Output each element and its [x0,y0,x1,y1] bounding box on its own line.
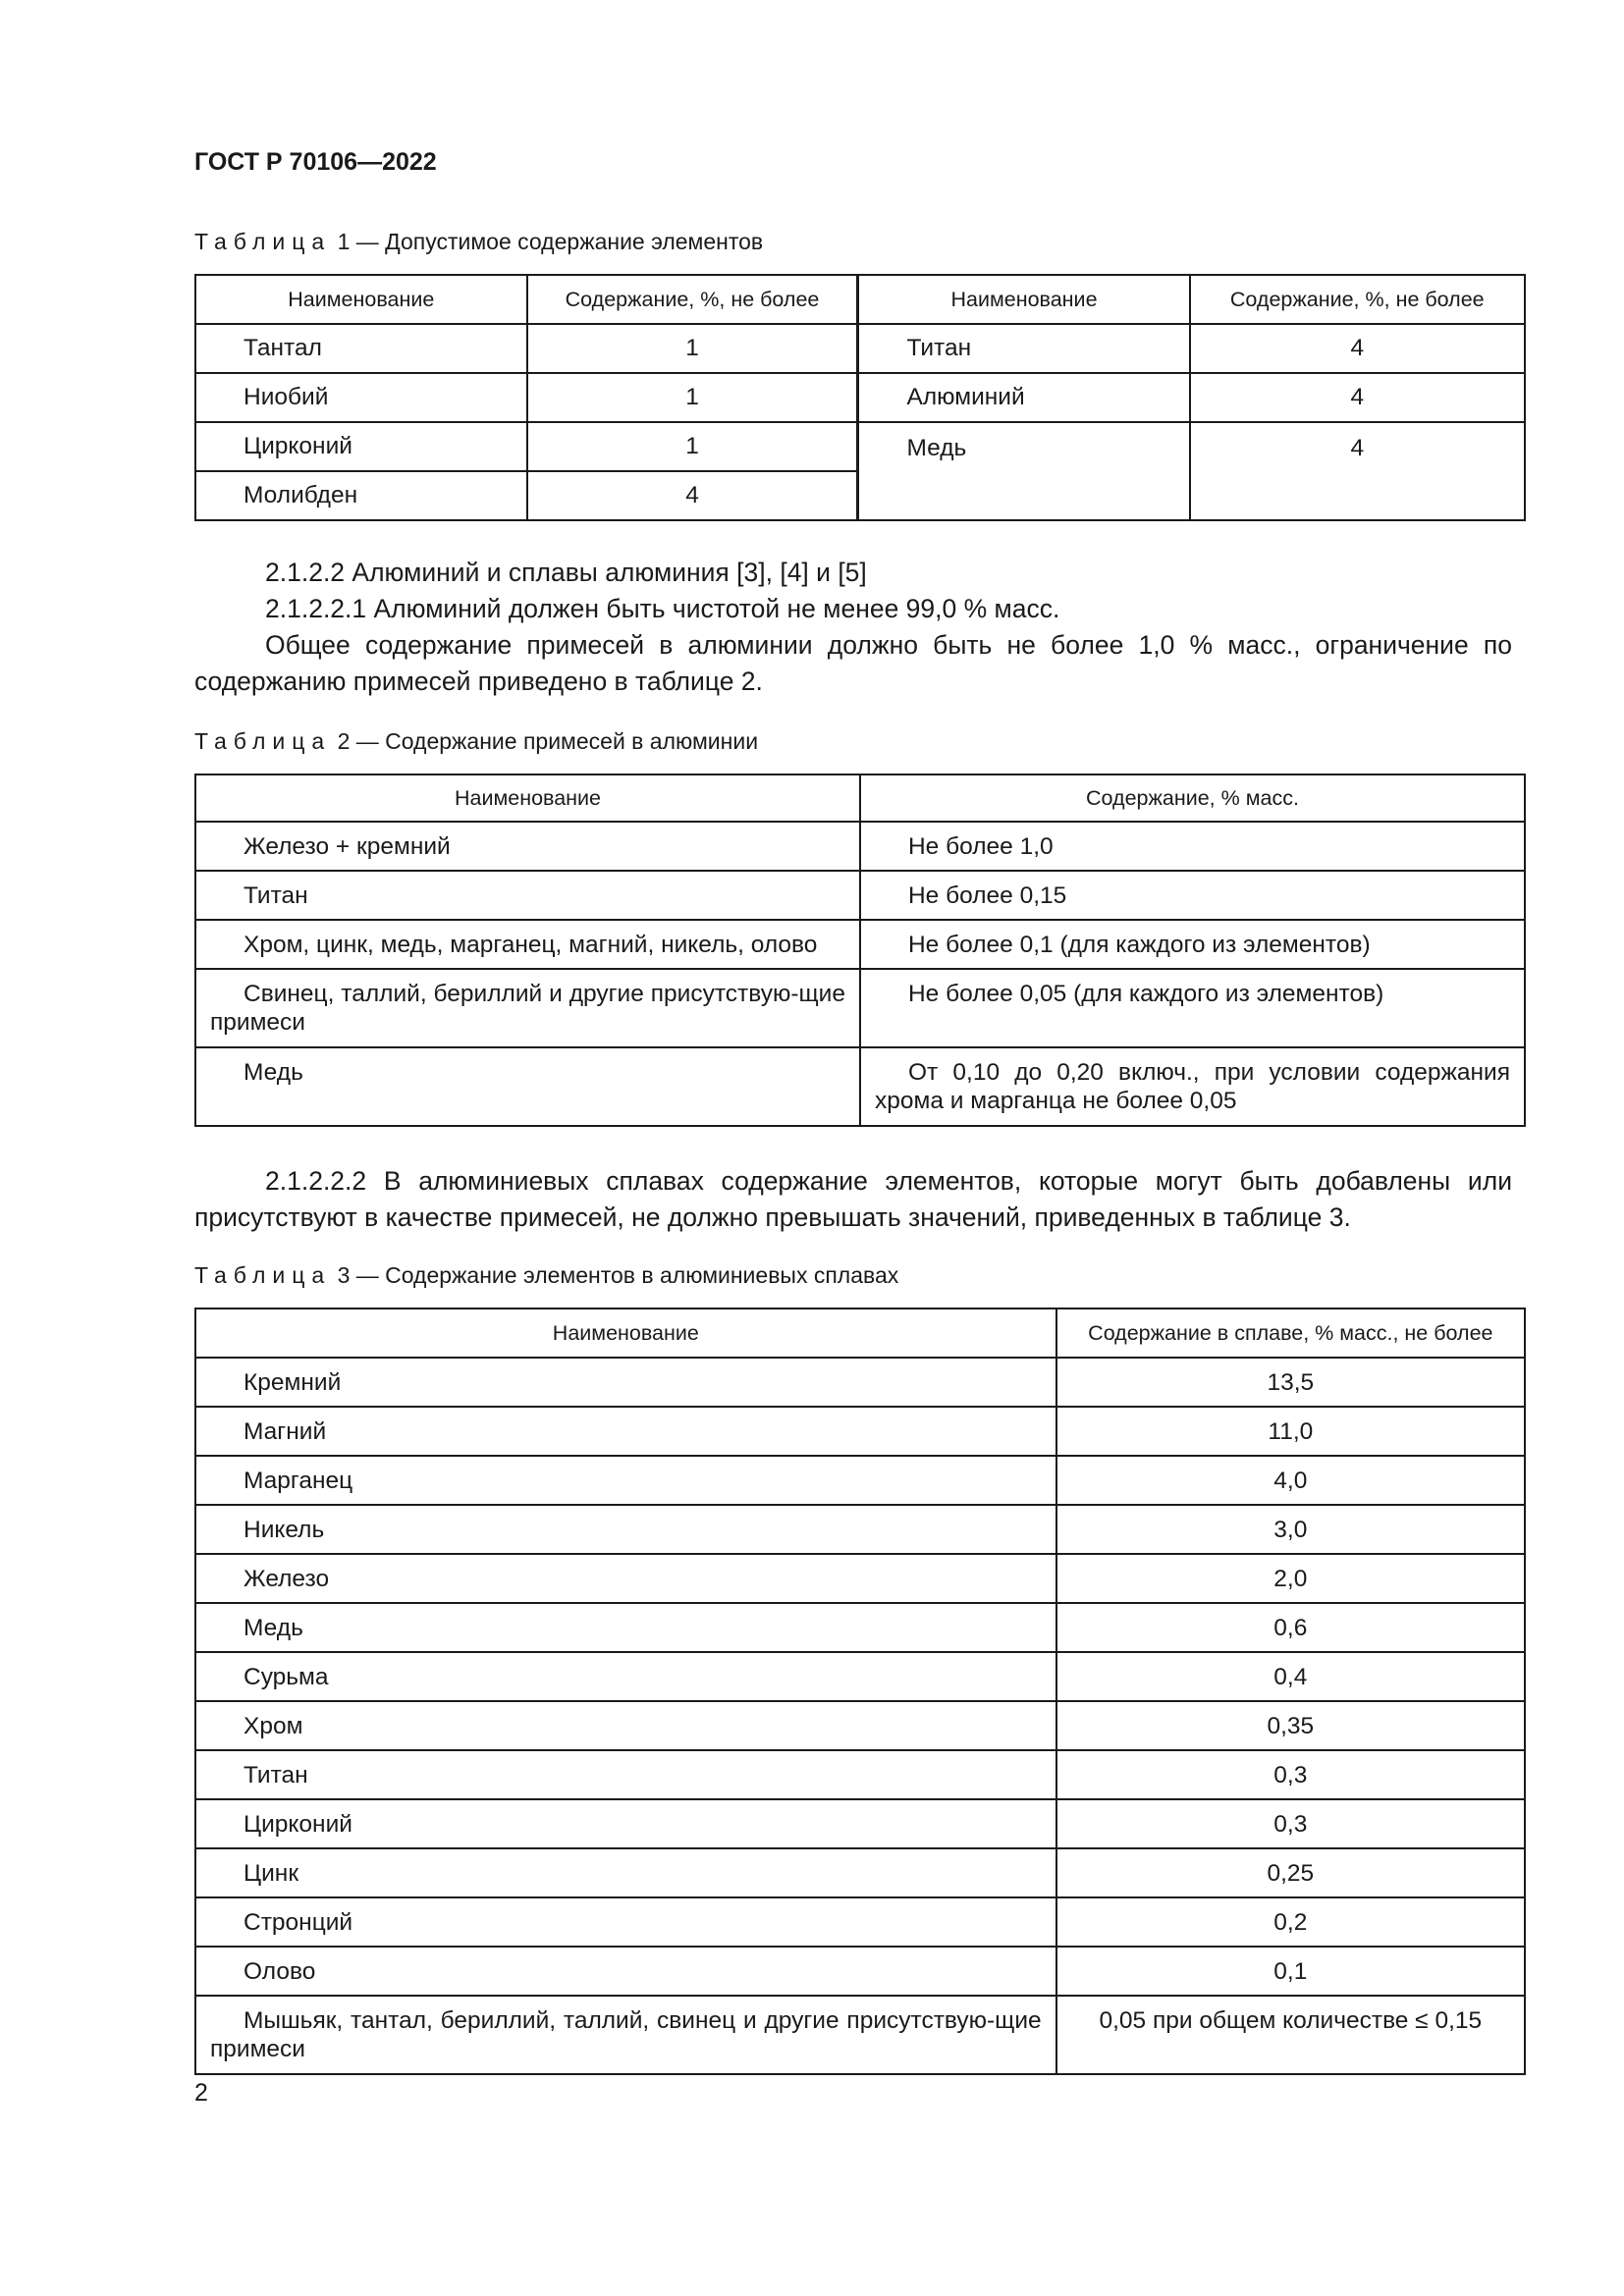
table-row [195,422,1525,471]
alloy-element-value: 0,25 [1056,1848,1525,1897]
impurity-name: Железо + кремний [195,822,860,871]
table-row [195,1047,1525,1126]
alloy-element-name: Хром [195,1701,1056,1750]
table3-caption [194,1262,898,1289]
table-row [195,1897,1525,1947]
alloy-element-value: 0,3 [1056,1799,1525,1848]
table-row [195,1407,1525,1456]
impurity-name: Медь [195,1047,860,1126]
table3-header-row [195,1308,1525,1358]
alloy-element-value: 4,0 [1056,1456,1525,1505]
table-row [195,1947,1525,1996]
table-row [195,1505,1525,1554]
table-row [195,920,1525,969]
table1-caption-text: 1 — Допустимое содержание элементов [337,229,764,254]
section-text-2 [194,1163,1512,1236]
paragraph-purity: 2.1.2.2.1 Алюминий должен быть чистотой не менее 99,0 % масс. [265,594,1060,623]
impurity-value: Не более 0,1 (для каждого из элементов) [860,920,1525,969]
table-row [195,1358,1525,1407]
paragraph-alloys: 2.1.2.2.2 В алюминиевых сплавах содержание элементов, которые могут быть добавлены или присутствуют в качестве примесей, не должно превышать значений, приведенных в таблице 3. [194,1166,1512,1232]
alloy-element-name: Магний [195,1407,1056,1456]
alloy-element-name: Марганец [195,1456,1056,1505]
paragraph-heading: 2.1.2.2 Алюминий и сплавы алюминия [3], [4] и [5] [265,558,867,587]
alloy-element-value: 0,35 [1056,1701,1525,1750]
table2-col-name: Наименование [195,774,860,822]
alloy-element-value: 0,1 [1056,1947,1525,1996]
element-name: Тантал [195,324,527,373]
impurity-value: Не более 1,0 [860,822,1525,871]
impurity-value: Не более 0,15 [860,871,1525,920]
table2 [194,774,1526,1127]
table1-col-name-left: Наименование [195,275,527,324]
element-value: 1 [527,422,858,471]
table-row [195,373,1525,422]
table-row [195,822,1525,871]
table1 [194,274,1526,521]
impurity-value: Не более 0,05 (для каждого из элементов) [860,969,1525,1047]
alloy-element-name: Стронций [195,1897,1056,1947]
table-row [195,1701,1525,1750]
table2-caption [194,728,758,755]
table1-caption-prefix: Таблица [194,229,332,254]
table-row [195,871,1525,920]
alloy-element-name: Мышьяк, тантал, бериллий, таллий, свинец и другие присутствую-щие примеси [195,1996,1056,2074]
impurity-name: Титан [195,871,860,920]
alloy-element-name: Сурьма [195,1652,1056,1701]
table-row [195,324,1525,373]
impurity-name: Хром, цинк, медь, марганец, магний, никель, олово [195,920,860,969]
alloy-element-value: 0,05 при общем количестве ≤ 0,15 [1056,1996,1525,2074]
alloy-element-value: 2,0 [1056,1554,1525,1603]
table-row [195,1652,1525,1701]
table1-col-value-right: Содержание, %, не более [1190,275,1525,324]
alloy-element-name: Кремний [195,1358,1056,1407]
alloy-element-name: Цинк [195,1848,1056,1897]
table2-caption-prefix: Таблица [194,728,332,754]
table3 [194,1308,1526,2075]
table2-header-row [195,774,1525,822]
alloy-element-value: 0,3 [1056,1750,1525,1799]
table3-col-name: Наименование [195,1308,1056,1358]
table1-col-name-right: Наименование [858,275,1190,324]
alloy-element-name: Никель [195,1505,1056,1554]
element-value: 1 [527,373,858,422]
table3-caption-prefix: Таблица [194,1262,332,1288]
alloy-element-value: 0,2 [1056,1897,1525,1947]
element-name: Медь [858,422,1190,520]
table2-caption-text: 2 — Содержание примесей в алюминии [337,728,759,754]
alloy-element-name: Цирконий [195,1799,1056,1848]
table1-caption [194,229,763,255]
element-value: 4 [527,471,858,520]
alloy-element-value: 0,4 [1056,1652,1525,1701]
table-row [195,1996,1525,2074]
element-value: 1 [527,324,858,373]
alloy-element-value: 11,0 [1056,1407,1525,1456]
table-row [195,1750,1525,1799]
section-text [194,555,1512,700]
element-name: Ниобий [195,373,527,422]
element-name: Цирконий [195,422,527,471]
alloy-element-value: 3,0 [1056,1505,1525,1554]
alloy-element-name: Железо [195,1554,1056,1603]
table-row [195,969,1525,1047]
element-value: 4 [1190,422,1525,520]
table3-caption-text: 3 — Содержание элементов в алюминиевых сплавах [337,1262,899,1288]
alloy-element-value: 0,6 [1056,1603,1525,1652]
paragraph-impurities: Общее содержание примесей в алюминии должно быть не более 1,0 % масс., ограничение по содержанию примесей приведено в таблице 2. [194,630,1512,696]
table-row [195,1554,1525,1603]
page-number: 2 [194,2079,208,2107]
element-value: 4 [1190,324,1525,373]
table3-col-value: Содержание в сплаве, % масс., не более [1056,1308,1525,1358]
alloy-element-name: Медь [195,1603,1056,1652]
table-row [195,1848,1525,1897]
table1-header-row [195,275,1525,324]
table-row [195,1603,1525,1652]
table2-col-value: Содержание, % масс. [860,774,1525,822]
element-name: Алюминий [858,373,1190,422]
alloy-element-name: Титан [195,1750,1056,1799]
element-name: Титан [858,324,1190,373]
table-row [195,1799,1525,1848]
impurity-name: Свинец, таллий, бериллий и другие присутствую-щие примеси [195,969,860,1047]
alloy-element-name: Олово [195,1947,1056,1996]
document-header: ГОСТ Р 70106—2022 [194,148,437,176]
table1-col-value-left: Содержание, %, не более [527,275,858,324]
element-name: Молибден [195,471,527,520]
impurity-value: От 0,10 до 0,20 включ., при условии содержания хрома и марганца не более 0,05 [860,1047,1525,1126]
table-row [195,1456,1525,1505]
alloy-element-value: 13,5 [1056,1358,1525,1407]
element-value: 4 [1190,373,1525,422]
